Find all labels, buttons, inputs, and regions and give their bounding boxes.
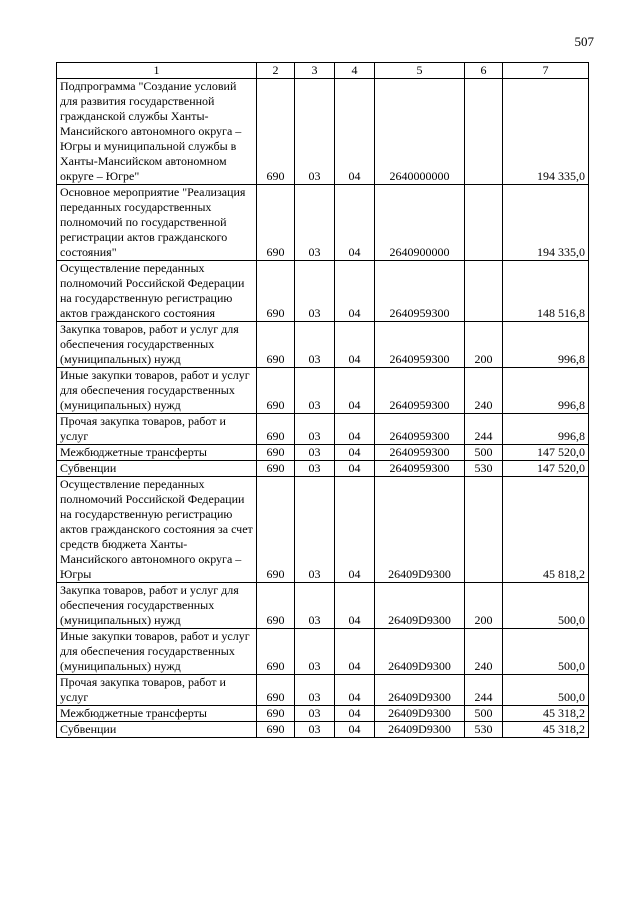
section-code: 03 [295, 722, 335, 738]
table-body [57, 79, 589, 738]
section-code: 03 [295, 261, 335, 322]
expense-type-code: 200 [465, 322, 503, 368]
expense-type-code: 500 [465, 706, 503, 722]
ministry-code: 690 [257, 414, 295, 445]
table-row [57, 368, 589, 414]
budget-table [56, 62, 589, 738]
row-name: Подпрограмма "Создание условий для развития государственной гражданской службы Ханты-Мансийского автономного округа – Югры и муниципальной службы в Ханты-Мансийском автономном округе – Югре" [57, 79, 257, 185]
amount: 500,0 [503, 583, 589, 629]
amount: 147 520,0 [503, 461, 589, 477]
target-item-code: 26409D9300 [375, 477, 465, 583]
subsection-code: 04 [335, 79, 375, 185]
amount: 147 520,0 [503, 445, 589, 461]
target-item-code: 2640959300 [375, 414, 465, 445]
ministry-code: 690 [257, 477, 295, 583]
expense-type-code: 200 [465, 583, 503, 629]
subsection-code: 04 [335, 675, 375, 706]
row-name: Межбюджетные трансферты [57, 706, 257, 722]
section-code: 03 [295, 706, 335, 722]
amount: 500,0 [503, 675, 589, 706]
column-header: 5 [375, 63, 465, 79]
expense-type-code: 244 [465, 414, 503, 445]
target-item-code: 2640959300 [375, 445, 465, 461]
column-header: 7 [503, 63, 589, 79]
expense-type-code: 530 [465, 461, 503, 477]
expense-type-code: 244 [465, 675, 503, 706]
subsection-code: 04 [335, 368, 375, 414]
row-name: Прочая закупка товаров, работ и услуг [57, 675, 257, 706]
section-code: 03 [295, 414, 335, 445]
target-item-code: 2640000000 [375, 79, 465, 185]
target-item-code: 2640959300 [375, 322, 465, 368]
row-name: Субвенции [57, 722, 257, 738]
expense-type-code: 500 [465, 445, 503, 461]
section-code: 03 [295, 461, 335, 477]
page-number: 507 [574, 34, 594, 49]
table-row [57, 675, 589, 706]
table-row [57, 322, 589, 368]
subsection-code: 04 [335, 583, 375, 629]
ministry-code: 690 [257, 583, 295, 629]
subsection-code: 04 [335, 706, 375, 722]
ministry-code: 690 [257, 79, 295, 185]
table-row [57, 79, 589, 185]
table-row [57, 185, 589, 261]
column-number-row [57, 63, 589, 79]
ministry-code: 690 [257, 706, 295, 722]
expense-type-code [465, 261, 503, 322]
expense-type-code: 530 [465, 722, 503, 738]
ministry-code: 690 [257, 722, 295, 738]
subsection-code: 04 [335, 722, 375, 738]
row-name: Межбюджетные трансферты [57, 445, 257, 461]
subsection-code: 04 [335, 261, 375, 322]
column-header: 3 [295, 63, 335, 79]
amount: 45 318,2 [503, 722, 589, 738]
table-row [57, 477, 589, 583]
ministry-code: 690 [257, 629, 295, 675]
subsection-code: 04 [335, 445, 375, 461]
table-row [57, 461, 589, 477]
amount: 996,8 [503, 322, 589, 368]
ministry-code: 690 [257, 675, 295, 706]
table-row [57, 722, 589, 738]
row-name: Осуществление переданных полномочий Российской Федерации на государственную регистрацию актов гражданского состояния за счет средств бюджета Ханты-Мансийского автономного округа – Югры [57, 477, 257, 583]
expense-type-code: 240 [465, 629, 503, 675]
subsection-code: 04 [335, 629, 375, 675]
amount: 194 335,0 [503, 185, 589, 261]
section-code: 03 [295, 368, 335, 414]
column-header: 6 [465, 63, 503, 79]
subsection-code: 04 [335, 185, 375, 261]
row-name: Закупка товаров, работ и услуг для обеспечения государственных (муниципальных) нужд [57, 583, 257, 629]
row-name: Закупка товаров, работ и услуг для обеспечения государственных (муниципальных) нужд [57, 322, 257, 368]
amount: 45 818,2 [503, 477, 589, 583]
amount: 996,8 [503, 414, 589, 445]
table-row [57, 583, 589, 629]
target-item-code: 2640959300 [375, 461, 465, 477]
section-code: 03 [295, 185, 335, 261]
column-header: 4 [335, 63, 375, 79]
expense-type-code [465, 477, 503, 583]
target-item-code: 26409D9300 [375, 675, 465, 706]
table-row [57, 414, 589, 445]
expense-type-code [465, 185, 503, 261]
amount: 996,8 [503, 368, 589, 414]
subsection-code: 04 [335, 477, 375, 583]
table-row [57, 261, 589, 322]
target-item-code: 2640959300 [375, 368, 465, 414]
ministry-code: 690 [257, 445, 295, 461]
section-code: 03 [295, 477, 335, 583]
expense-type-code [465, 79, 503, 185]
amount: 148 516,8 [503, 261, 589, 322]
row-name: Иные закупки товаров, работ и услуг для обеспечения государственных (муниципальных) нужд [57, 629, 257, 675]
target-item-code: 26409D9300 [375, 629, 465, 675]
target-item-code: 2640900000 [375, 185, 465, 261]
target-item-code: 26409D9300 [375, 722, 465, 738]
table-row [57, 445, 589, 461]
table-row [57, 706, 589, 722]
target-item-code: 26409D9300 [375, 583, 465, 629]
section-code: 03 [295, 322, 335, 368]
target-item-code: 26409D9300 [375, 706, 465, 722]
table-row [57, 629, 589, 675]
amount: 194 335,0 [503, 79, 589, 185]
section-code: 03 [295, 675, 335, 706]
ministry-code: 690 [257, 185, 295, 261]
row-name: Основное мероприятие "Реализация переданных государственных полномочий по государственной регистрации актов гражданского состояния" [57, 185, 257, 261]
row-name: Осуществление переданных полномочий Российской Федерации на государственную регистрацию актов гражданского состояния [57, 261, 257, 322]
ministry-code: 690 [257, 261, 295, 322]
section-code: 03 [295, 583, 335, 629]
row-name: Иные закупки товаров, работ и услуг для обеспечения государственных (муниципальных) нужд [57, 368, 257, 414]
ministry-code: 690 [257, 461, 295, 477]
amount: 500,0 [503, 629, 589, 675]
column-header: 2 [257, 63, 295, 79]
target-item-code: 2640959300 [375, 261, 465, 322]
amount: 45 318,2 [503, 706, 589, 722]
row-name: Субвенции [57, 461, 257, 477]
expense-type-code: 240 [465, 368, 503, 414]
section-code: 03 [295, 445, 335, 461]
row-name: Прочая закупка товаров, работ и услуг [57, 414, 257, 445]
subsection-code: 04 [335, 414, 375, 445]
section-code: 03 [295, 629, 335, 675]
section-code: 03 [295, 79, 335, 185]
subsection-code: 04 [335, 461, 375, 477]
ministry-code: 690 [257, 322, 295, 368]
column-header: 1 [57, 63, 257, 79]
ministry-code: 690 [257, 368, 295, 414]
subsection-code: 04 [335, 322, 375, 368]
